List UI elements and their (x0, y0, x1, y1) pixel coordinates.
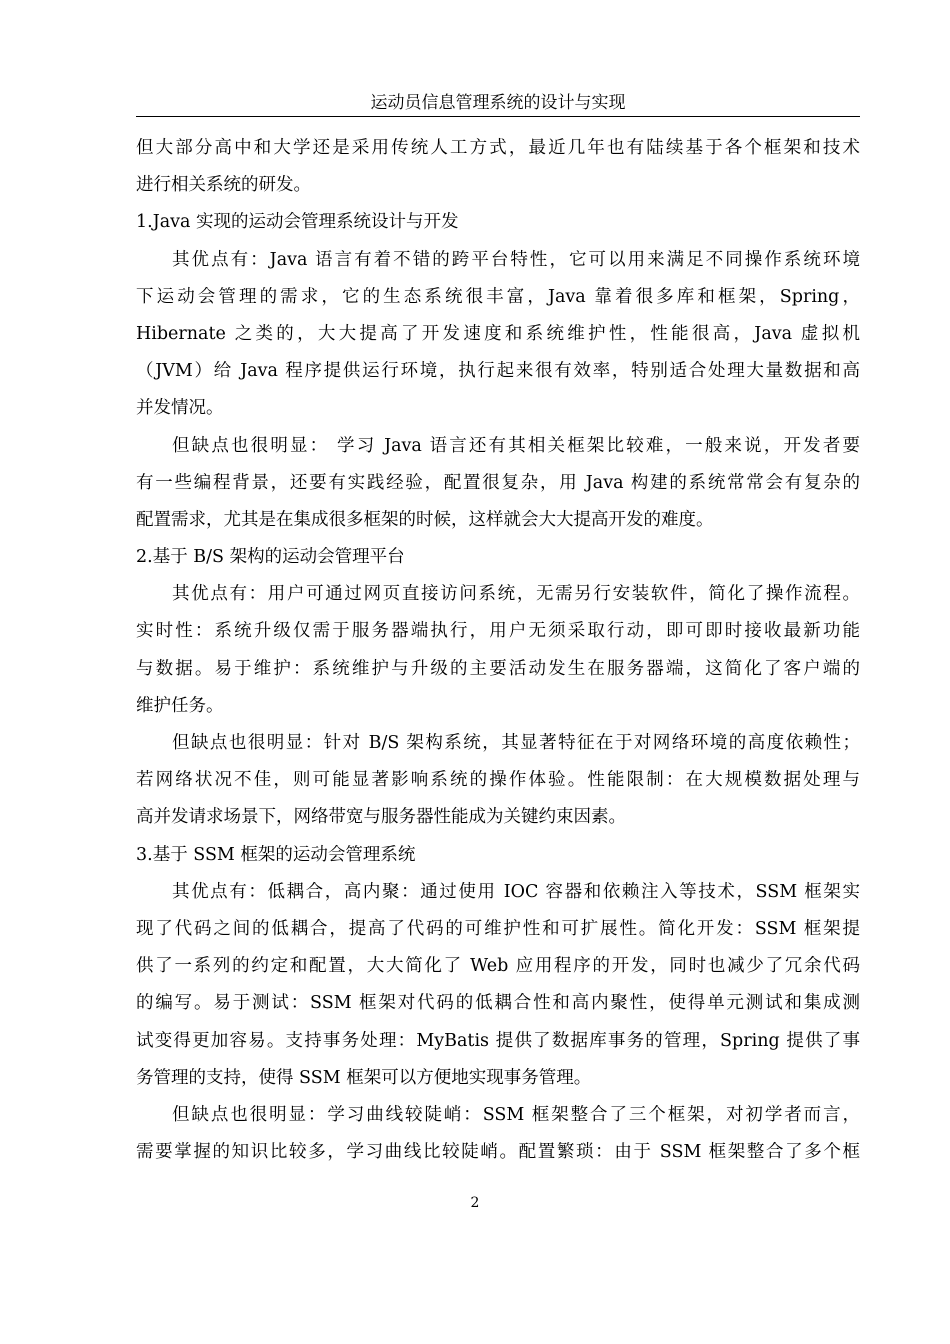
body-line-28: 需要掌握的知识比较多，学习曲线比较陡峭。配置繁琐：由于 SSM 框架整合了多个框 (136, 1142, 860, 1163)
section-heading-java: 1.Java 实现的运动会管理系统设计与开发 (136, 212, 459, 233)
body-line-22: 现了代码之间的低耦合，提高了代码的可维护性和可扩展性。简化开发：SSM 框架提 (136, 918, 860, 939)
body-line-17: 但缺点也很明显：针对 B/S 架构系统，其显著特征在于对网络环境的高度依赖性； (172, 733, 860, 753)
body-line-1: 但大部分高中和大学还是采用传统人工方式，最近几年也有陆续基于各个框架和技术 (136, 138, 860, 158)
body-line-8: 并发情况。 (136, 398, 224, 419)
body-line-4: 其优点有：Java 语言有着不错的跨平台特性，它可以用来满足不同操作系统环境 (172, 249, 860, 270)
body-line-7: （JVM）给 Java 程序提供运行环境，执行起来很有效率，特别适合处理大量数据和高 (136, 361, 860, 382)
body-line-19: 高并发请求场景下，网络带宽与服务器性能成为关键约束因素。 (136, 807, 626, 828)
body-line-27: 但缺点也很明显：学习曲线较陡峭：SSM 框架整合了三个框架，对初学者而言， (172, 1104, 860, 1125)
body-line-10: 有一些编程背景，还要有实践经验，配置很复杂，用 Java 构建的系统常常会有复杂的 (136, 472, 860, 493)
body-line-24: 的编写。易于测试：SSM 框架对代码的低耦合性和高内聚性，使得单元测试和集成测 (136, 993, 860, 1014)
body-line-5: 下运动会管理的需求，它的生态系统很丰富，Java 靠着很多库和框架，Spring， (136, 286, 860, 307)
body-line-16: 维护任务。 (136, 695, 224, 716)
running-header (136, 92, 860, 117)
body-line-18: 若网络状况不佳，则可能显著影响系统的操作体验。性能限制：在大规模数据处理与 (136, 770, 860, 791)
body-line-9: 但缺点也很明显： 学习 Java 语言还有其相关框架比较难，一般来说，开发者要 (172, 435, 860, 456)
body-line-2: 进行相关系统的研发。 (136, 175, 311, 196)
body-line-25: 试变得更加容易。支持事务处理：MyBatis 提供了数据库事务的管理，Spring 提供了事 (136, 1030, 860, 1051)
section-heading-bs: 2.基于 B/S 架构的运动会管理平台 (136, 547, 405, 568)
body-line-6: Hibernate 之类的，大大提高了开发速度和系统维护性，性能很高，Java 虚拟机 (136, 323, 860, 344)
body-line-15: 与数据。易于维护：系统维护与升级的主要活动发生在服务器端，这简化了客户端的 (136, 658, 860, 679)
body-line-21: 其优点有：低耦合，高内聚：通过使用 IOC 容器和依赖注入等技术，SSM 框架实 (172, 881, 860, 902)
body-line-14: 实时性：系统升级仅需于服务器端执行，用户无须采取行动，即可即时接收最新功能 (136, 621, 860, 642)
page-number: 2 (470, 1195, 480, 1211)
header-title: 运动员信息管理系统的设计与实现 (370, 93, 626, 113)
body-line-13: 其优点有：用户可通过网页直接访问系统，无需另行安装软件，简化了操作流程。 (172, 584, 860, 605)
body-line-23: 供了一系列的约定和配置，大大简化了 Web 应用程序的开发，同时也减少了冗余代码 (136, 956, 860, 977)
body-line-26: 务管理的支持，使得 SSM 框架可以方便地实现事务管理。 (136, 1067, 592, 1088)
document-body (136, 130, 860, 1171)
body-line-11: 配置需求，尤其是在集成很多框架的时候，这样就会大大提高开发的难度。 (136, 509, 714, 530)
section-heading-ssm: 3.基于 SSM 框架的运动会管理系统 (136, 844, 416, 865)
